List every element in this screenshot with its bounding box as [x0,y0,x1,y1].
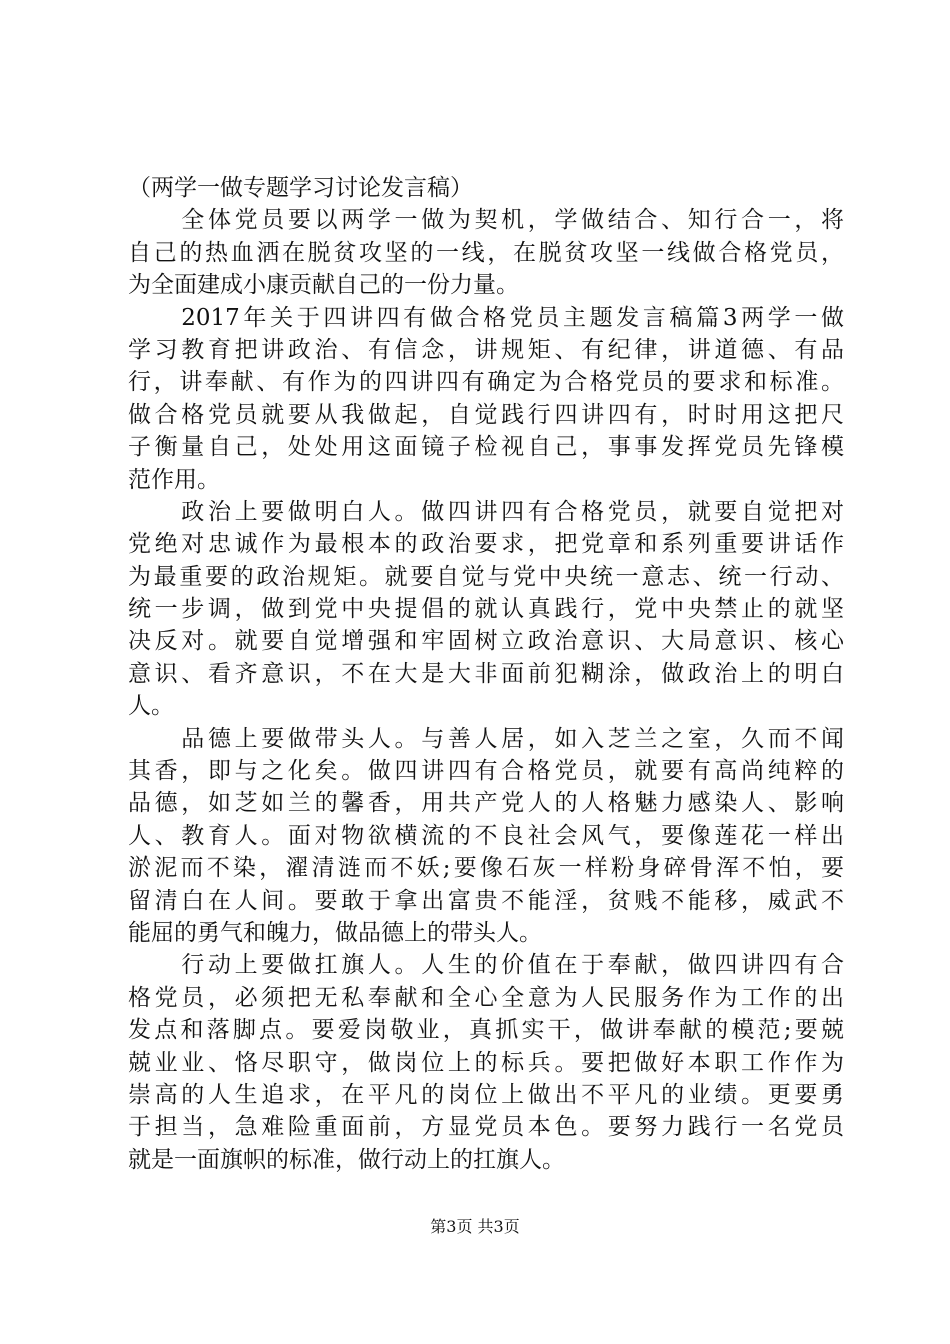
text-line: 学习教育把讲政治、有信念，讲规矩、有纪律，讲道德、有品 [128,336,844,363]
text-line: 行，讲奉献、有作为的四讲四有确定为合格党员的要求和标准。 [128,369,844,396]
text-line: 全体党员要以两学一做为契机，学做结合、知行合一，将 [128,207,844,234]
text-line: 崇高的人生追求，在平凡的岗位上做出不平凡的业绩。更要勇 [128,1081,844,1108]
text-line: 子衡量自己，处处用这面镜子检视自己，事事发挥党员先锋模 [128,434,844,461]
text-line: （两学一做专题学习讨论发言稿） [128,175,473,201]
text-line: 意识、看齐意识，不在大是大非面前犯糊涂，做政治上的明白 [128,660,844,687]
text-line: 自己的热血洒在脱贫攻坚的一线，在脱贫攻坚一线做合格党员， [128,239,844,266]
text-line: 决反对。就要自觉增强和牢固树立政治意识、大局意识、核心 [128,628,844,655]
text-line: 做合格党员就要从我做起，自觉践行四讲四有，时时用这把尺 [128,401,844,428]
text-line: 党绝对忠诚作为最根本的政治要求，把党章和系列重要讲话作 [128,531,844,558]
text-line: 格党员，必须把无私奉献和全心全意为人民服务作为工作的出 [128,984,844,1011]
text-line: 其香，即与之化矣。做四讲四有合格党员，就要有高尚纯粹的 [128,758,844,785]
text-line: 人、教育人。面对物欲横流的不良社会风气，要像莲花一样出 [128,822,844,849]
text-line: 品德，如芝如兰的馨香，用共产党人的人格魅力感染人、影响 [128,790,844,817]
text-line: 为全面建成小康贡献自己的一份力量。 [128,272,519,299]
text-line: 留清白在人间。要敢于拿出富贵不能淫，贫贱不能移，威武不 [128,887,844,914]
text-line: 为最重要的政治规矩。就要自觉与党中央统一意志、统一行动、 [128,563,844,590]
text-line: 淤泥而不染，濯清涟而不妖;要像石灰一样粉身碎骨浑不怕，要 [128,855,844,882]
text-line: 就是一面旗帜的标准，做行动上的扛旗人。 [128,1146,565,1173]
text-line: 范作用。 [128,466,220,493]
text-line: 品德上要做带头人。与善人居，如入芝兰之室，久而不闻 [128,725,844,752]
text-line: 行动上要做扛旗人。人生的价值在于奉献，做四讲四有合 [128,952,844,979]
text-line: 人。 [128,693,174,720]
text-line: 兢业业、恪尽职守，做岗位上的标兵。要把做好本职工作作为 [128,1049,844,1076]
document-body [128,172,844,1176]
text-line: 于担当，急难险重面前，方显党员本色。要努力践行一名党员 [128,1114,844,1141]
text-line: 发点和落脚点。要爱岗敬业，真抓实干，做讲奉献的模范;要兢 [128,1017,844,1044]
page-number-footer: 第3页 共3页 [430,1217,520,1236]
text-line: 2017年关于四讲四有做合格党员主题发言稿篇3两学一做 [128,304,844,331]
text-line: 能屈的勇气和魄力，做品德上的带头人。 [128,919,542,946]
text-line: 统一步调，做到党中央提倡的就认真践行，党中央禁止的就坚 [128,596,844,623]
text-line: 政治上要做明白人。做四讲四有合格党员，就要自觉把对 [128,498,844,525]
